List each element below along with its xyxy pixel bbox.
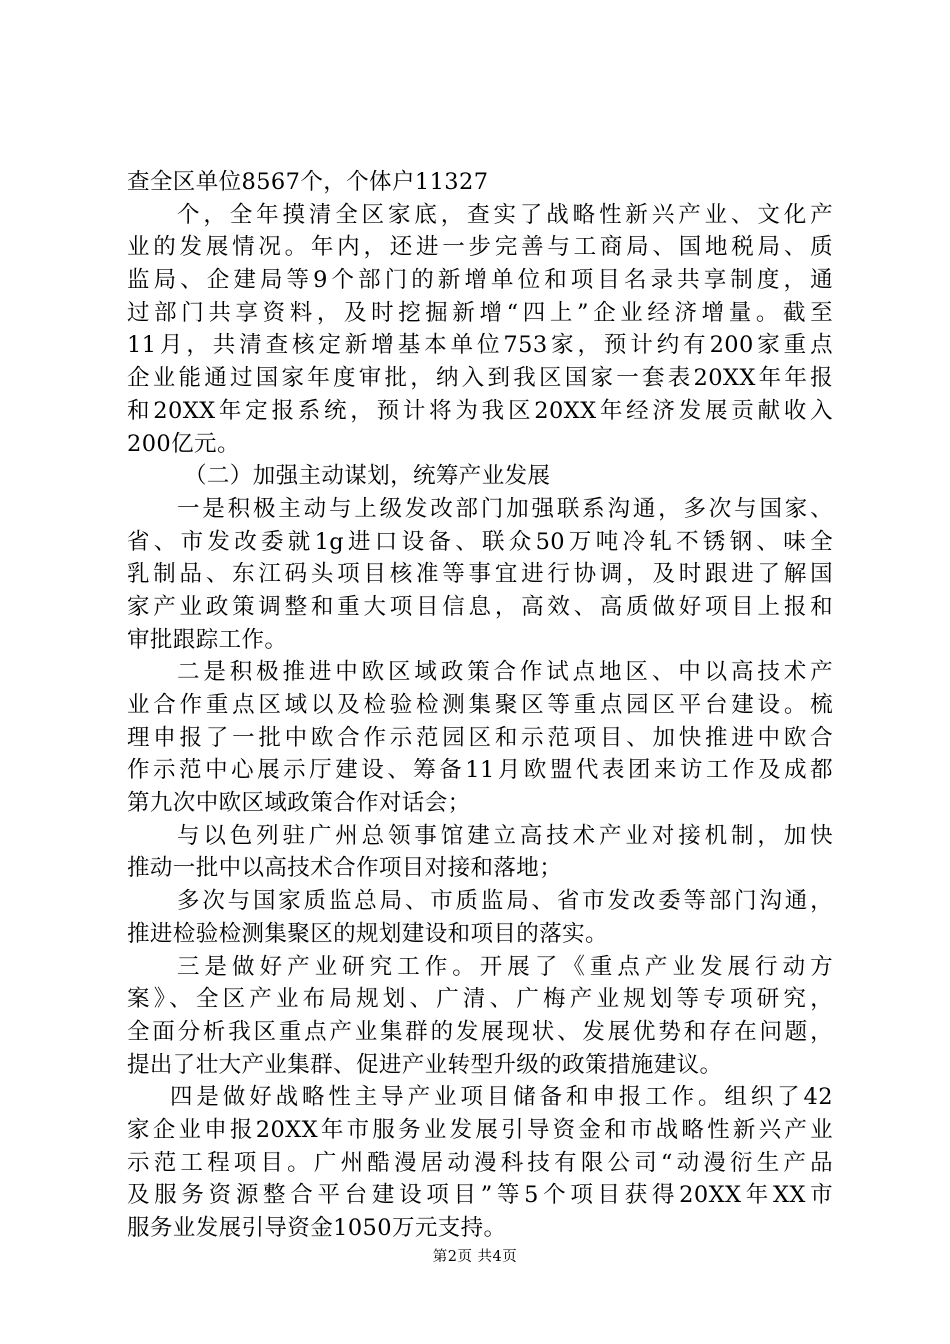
text-line: 一是积极主动与上级发改部门加强联系沟通，多次与国家、 [177,495,833,522]
text-line: 提出了壮大产业集群、促进产业转型升级的政策措施建议。 [127,1051,723,1078]
text-line: 全面分析我区重点产业集群的发展现状、发展优势和存在问题， [127,1018,833,1045]
text-line: 服务业发展引导资金1050万元支持。 [127,1215,507,1241]
text-line: 二是积极推进中欧区域政策合作试点地区、中以高技术产 [177,659,833,686]
text-line: 案》、全区产业布局规划、广清、广梅产业规划等专项研究， [127,986,833,1013]
text-line: 四是做好战略性主导产业项目储备和申报工作。组织了42 [170,1084,833,1111]
text-line: 11月，共清查核定新增基本单位753家，预计约有200家重点 [127,332,833,359]
text-line: 业的发展情况。年内，还进一步完善与工商局、国地税局、质 [127,234,833,261]
text-line: 乳制品、东江码头项目核准等事宜进行协调，及时跟进了解国 [127,561,833,588]
text-line: 第九次中欧区域政策合作对话会； [127,790,471,817]
text-line: 个，全年摸清全区家底，查实了战略性新兴产业、文化产 [177,201,833,228]
document-body [127,166,833,1245]
text-line: 多次与国家质监总局、市质监局、省市发改委等部门沟通， [177,888,833,915]
text-line: 示范工程项目。广州酷漫居动漫科技有限公司“动漫衍生产品 [127,1149,833,1176]
text-line: 家企业申报20XX年市服务业发展引导资金和市战略性新兴产业 [127,1116,833,1143]
text-line: 三是做好产业研究工作。开展了《重点产业发展行动方 [177,953,833,980]
text-line: 作示范中心展示厅建设、筹备11月欧盟代表团来访工作及成都 [127,757,833,784]
page-number-footer: 第2页 共4页 [432,1249,518,1265]
text-line: 推动一批中以高技术合作项目对接和落地； [127,855,563,882]
text-line: 及服务资源整合平台建设项目”等5个项目获得20XX年XX市 [127,1182,833,1209]
text-line: 家产业政策调整和重大项目信息，高效、高质做好项目上报和 [127,593,833,620]
text-line: 过部门共享资料，及时挖掘新增“四上”企业经济增量。截至 [127,299,833,326]
text-line: 查全区单位8567个，个体户11327 [127,169,489,195]
text-line: 推进检验检测集聚区的规划建设和项目的落实。 [127,920,608,947]
section-heading: （二）加强主动谋划，统筹产业发展 [184,463,551,490]
text-line: 审批跟踪工作。 [127,626,288,653]
text-line: 200亿元。 [127,430,240,457]
text-line: 省、市发改委就1g进口设备、联众50万吨冷轧不锈钢、味全 [127,528,833,555]
text-line: 与以色列驻广州总领事馆建立高技术产业对接机制，加快 [177,822,833,849]
text-line: 和20XX年定报系统，预计将为我区20XX年经济发展贡献收入 [127,397,833,424]
text-line: 监局、企建局等9个部门的新增单位和项目名录共享制度，通 [127,267,833,294]
text-line: 业合作重点区域以及检验检测集聚区等重点园区平台建设。梳 [127,692,833,718]
text-line: 企业能通过国家年度审批，纳入到我区国家一套表20XX年年报 [127,365,833,392]
text-line: 理申报了一批中欧合作示范园区和示范项目、加快推进中欧合 [127,724,833,751]
